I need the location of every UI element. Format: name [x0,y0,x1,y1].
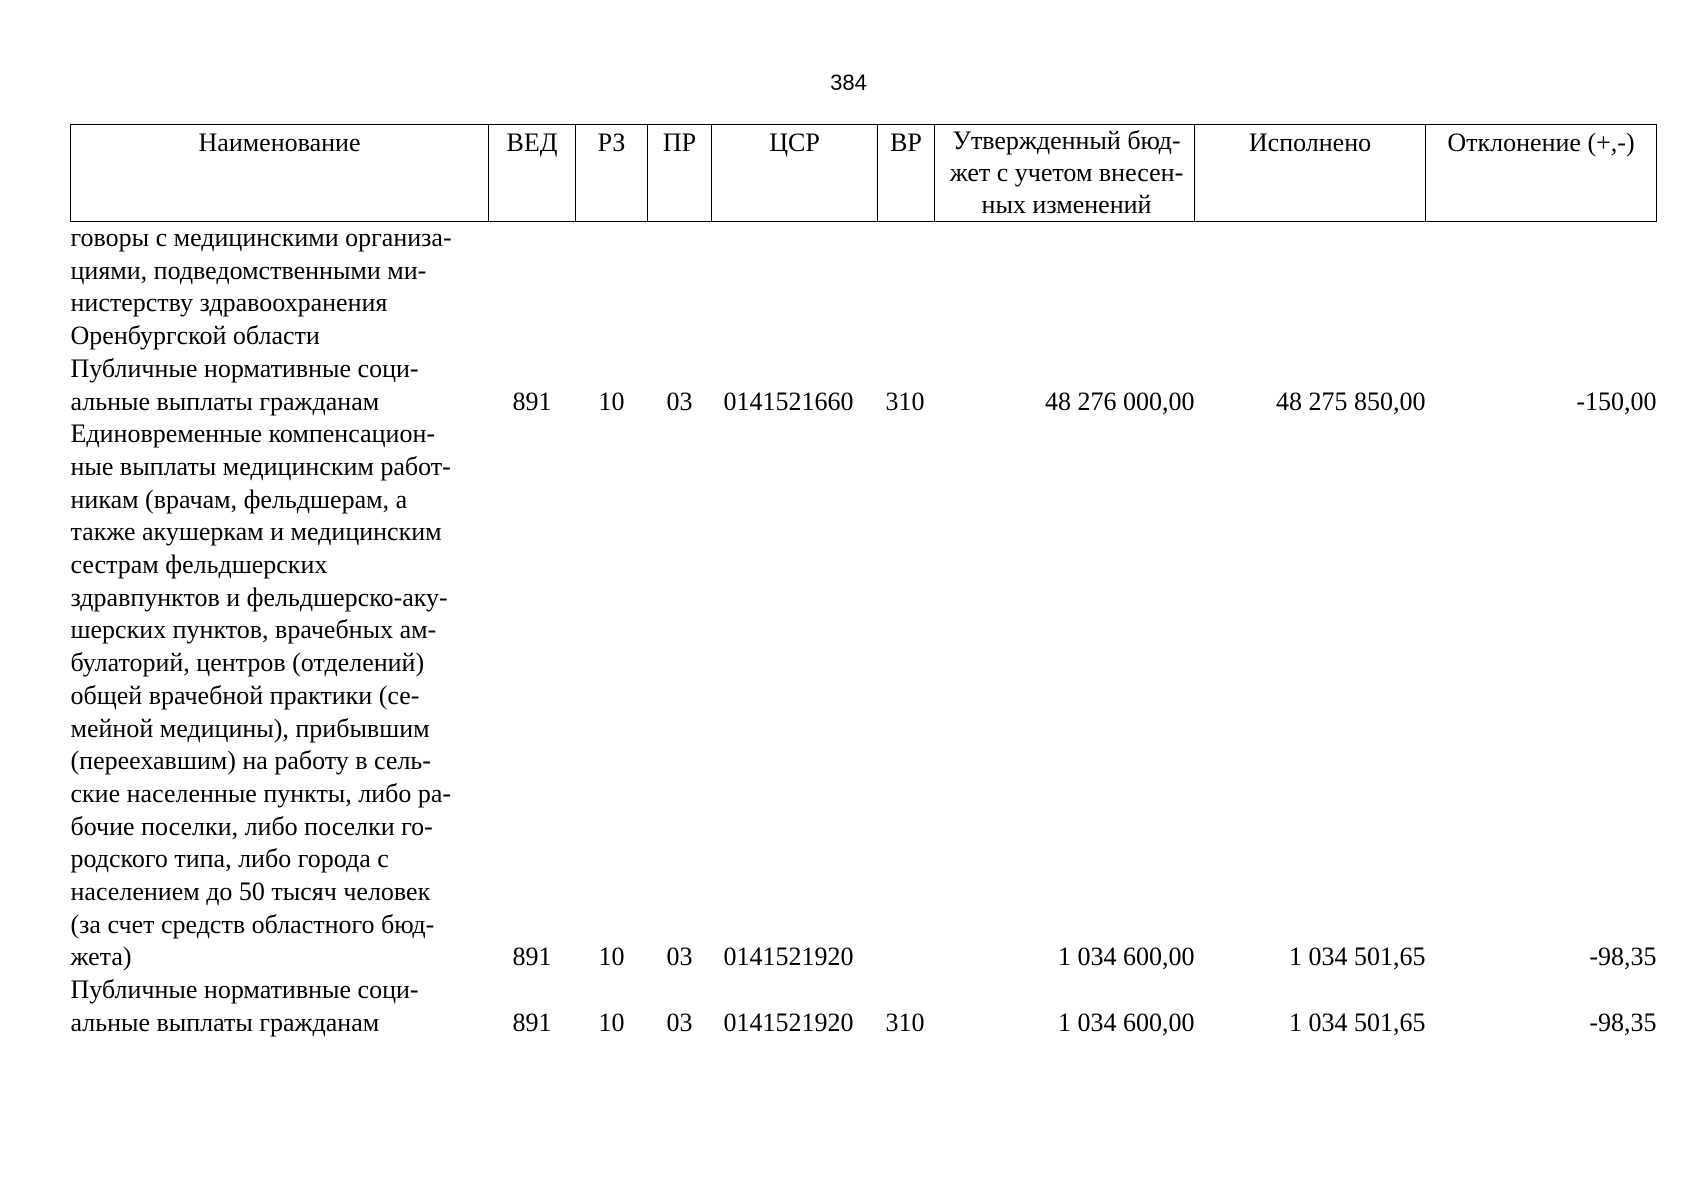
page-number: 384 [830,70,867,95]
header-approved-budget [935,125,1195,222]
header-pr: ПР [648,125,712,222]
name-line: мейной медицины), прибывшим [70,713,430,743]
rz-cell: 10 [598,386,625,416]
name-line: общей врачебной практики (се- [70,680,420,710]
deviation-cell: -98,35 [1589,1007,1657,1037]
csr-cell: 0141521920 [723,942,854,972]
csr-cell [712,222,878,353]
vr-cell [878,418,935,974]
header-ved: ВЕД [489,125,576,222]
approved-budget-cell: 1 034 600,00 [1058,942,1195,972]
table-row [71,222,1657,353]
csr-cell: 0141521920 [723,1007,854,1037]
header-executed: Исполнено [1195,125,1426,222]
deviation-cell: -98,35 [1589,942,1657,972]
approved-budget-cell: 48 276 000,00 [1045,386,1195,416]
name-line: Публичные нормативные соци- [70,975,419,1005]
name-line: Публичные нормативные соци- [70,353,419,383]
rz-cell [576,222,648,353]
name-line: циями, подведомственными ми- [70,255,427,285]
table-row [71,418,1657,974]
header-rz: РЗ [576,125,648,222]
executed-cell: 1 034 501,65 [1289,1007,1426,1037]
ved-cell: 891 [512,1007,552,1037]
name-cell [71,418,489,974]
name-line: родского типа, либо города с [70,844,389,874]
name-line: ные выплаты медицинским работ- [70,451,451,481]
name-line: нистерству здравоохранения [70,288,388,318]
vr-cell [878,222,935,353]
name-line: здравпунктов и фельдшерско-аку- [70,582,448,612]
deviation-cell: -150,00 [1576,386,1657,416]
header-vr: ВР [878,125,935,222]
name-line: сестрам фельдшерских [70,550,328,580]
name-line: также акушеркам и медицинским [70,517,442,547]
ved-cell [489,222,576,353]
name-cell [71,222,489,353]
deviation-cell [1426,222,1657,353]
name-line: населением до 50 тысяч человек [70,877,431,907]
vr-cell: 310 [885,1007,925,1037]
executed-cell [1195,222,1426,353]
vr-cell: 310 [885,386,925,416]
budget-execution-table [70,124,1657,1040]
ved-cell: 891 [512,942,552,972]
pr-cell: 03 [666,386,693,416]
table-row [71,353,1657,418]
name-cell [71,353,489,418]
pr-cell: 03 [666,1007,693,1037]
table-row [71,974,1657,1039]
header-approved-budget-line: Утвержденный бюд- [952,126,1181,155]
name-line: альные выплаты гражданам [70,386,380,416]
header-deviation: Отклонение (+,-) [1426,125,1657,222]
name-line: жета) [70,942,132,972]
approved-budget-cell: 1 034 600,00 [1058,1007,1195,1037]
header-approved-budget-line: жет с учетом внесен- [949,158,1184,187]
name-line: Единовременные компенсацион- [70,419,436,449]
name-cell [71,974,489,1039]
header-approved-budget-line: ных изменений [981,190,1152,219]
name-line: бочие поселки, либо поселки го- [70,811,433,841]
table-body [71,222,1657,1040]
name-line: говоры с медицинскими организа- [70,223,452,252]
table-header [71,125,1657,222]
pr-cell: 03 [666,942,693,972]
csr-cell: 0141521660 [723,386,854,416]
executed-cell: 48 275 850,00 [1276,386,1426,416]
ved-cell: 891 [512,386,552,416]
pr-cell [648,222,712,353]
name-line: никам (врачам, фельдшерам, а [70,484,408,514]
rz-cell: 10 [598,1007,625,1037]
name-line: (переехавшим) на работу в сель- [70,746,431,776]
approved-budget-cell [935,222,1195,353]
executed-cell: 1 034 501,65 [1289,942,1426,972]
name-line: альные выплаты гражданам [70,1007,380,1037]
header-name: Наименование [71,125,489,222]
rz-cell: 10 [598,942,625,972]
name-line: ские населенные пункты, либо ра- [70,778,452,808]
name-line: шерских пунктов, врачебных ам- [70,615,437,645]
name-line: булаторий, центров (отделений) [70,648,425,678]
name-line: (за счет средств областного бюд- [70,909,435,939]
name-line: Оренбургской области [70,321,320,351]
header-csr: ЦСР [712,125,878,222]
header-row [71,125,1657,222]
